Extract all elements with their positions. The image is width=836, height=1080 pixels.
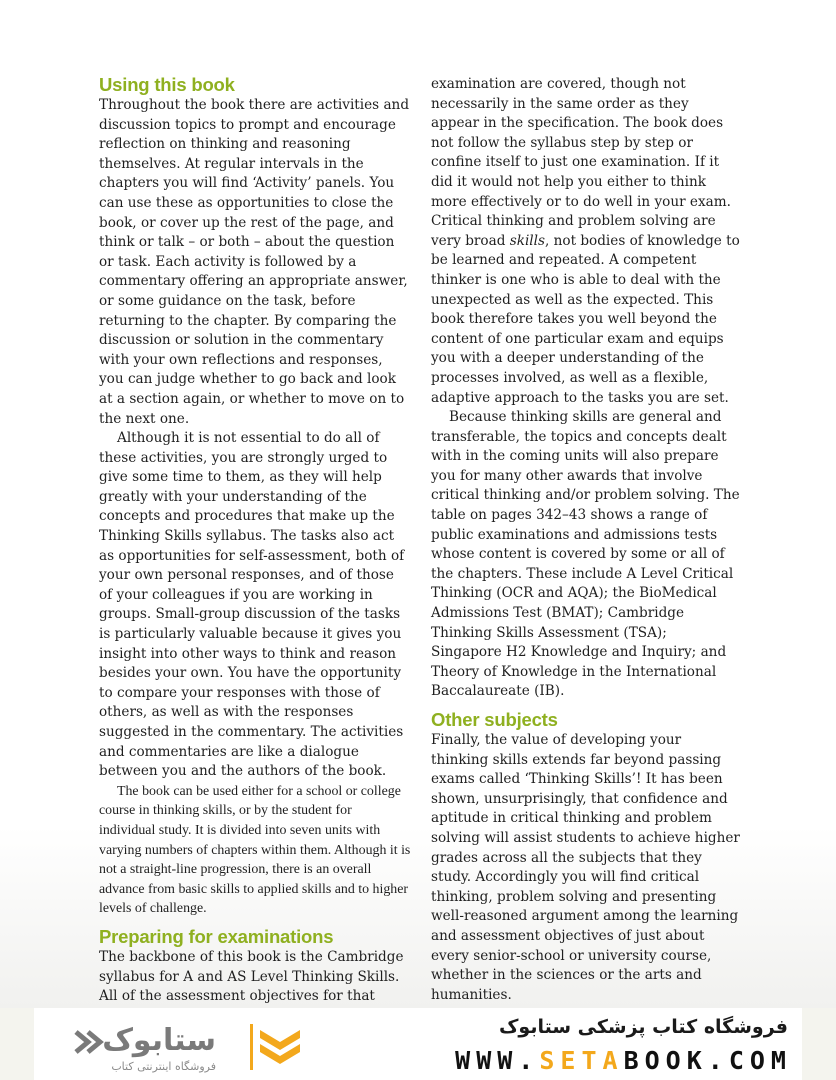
- banner-edge-left: [0, 1008, 34, 1080]
- logo-wordmark-text: ستابوک: [102, 1023, 216, 1058]
- heading-preparing-for-examinations: Preparing for examinations: [99, 925, 334, 947]
- paragraph-preparing-2-start: examination are covered, though not necessarily in the same order as they appear in the specification. The book does not follow the syllabus step by step or confine itself to just one examination. If it did it would not help you either to think more effectively or to do well in your exam. Critical thinking and problem solving are very broad: [431, 76, 731, 249]
- paragraph-using-2: Although it is not essential to do all of these activities, you are strongly urged to give some time to them, as they will help greatly with your understanding of the concepts and procedures that make up the Thinking Skills syllabus. The tasks also act as opportunities for self-assessment, both of your own personal responses, and of those of your colleagues if you are working in groups. Small-group discussion of the tasks is particularly valuable because it gives you insight into other ways to think and reason besides your own. You have the opportunity to compare your responses with those of others, as well as with the responses suggested in the commentary. The activities and commentaries are like a dialogue between you and the authors of the book.: [99, 430, 405, 780]
- heading-other-subjects: Other subjects: [431, 709, 558, 730]
- paragraph-preparing-2: [431, 75, 741, 408]
- paragraph-preparing-2-end: , not bodies of knowledge to be learned and repeated. A competent thinker is one who is able to deal with the unexpected as well as the expected. This book therefore takes you well beyond the content of one particular exam and equips you with a deeper understanding of the processes involved, as well as a flexible, adaptive approach to the tasks you are set.: [431, 232, 740, 406]
- url-part-2: BOOK.COM: [623, 1046, 792, 1075]
- left-column: [99, 74, 411, 1007]
- paragraph-preparing-1: The backbone of this book is the Cambridge syllabus for A and AS Level Thinking Skills. All of the assessment objectives for that: [99, 948, 404, 1005]
- store-name: فروشگاه کتاب پزشکی ستابوک: [498, 1016, 788, 1038]
- banner-edge-right: [802, 1008, 836, 1080]
- heading-using-this-book: Using this book: [99, 74, 235, 95]
- url-part-1: WWW.: [455, 1046, 540, 1075]
- paragraph-preparing-3: Because thinking skills are general and transferable, the topics and concepts dealt with in the coming units will also prepare you for many other awards that involve critical thinking and/or problem solving. The table on pages 342–43 shows a range of public examinations and admissions tests whose content is covered by some or all of the chapters. These include A Level Critical Thinking (OCR and AQA); the BioMedical Admissions Test (BMAT); Cambridge Thinking Skills Assessment (TSA); Singapore H2 Knowledge and Inquiry; and Theory of Knowledge in the International Baccalaureate (IB).: [431, 409, 740, 700]
- paragraph-using-1: Throughout the book there are activities and discussion topics to prompt and encourage reflection on thinking and reasoning themselves. At regular intervals in the chapters you will find ‘Activity’ panels. You can use these as opportunities to close the book, or cover up the rest of the page, and think or talk – or both – about the question or task. Each activity is followed by a commentary offering an appropriate answer, or some guidance on the task, before returning to the chapter. By comparing the discussion or solution in the commentary with your own reflections and responses, you can judge whether to go back and look at a section again, or whether to move on to the next one.: [99, 97, 410, 427]
- url-accent: SETA: [539, 1046, 624, 1075]
- paragraph-using-3: The book can be used either for a school or college course in thinking skills, or by the student for individual study. It is divided into seven units with varying numbers of chapters within them. Although it is not a straight-line progression, there is an overall advance from basic skills to applied skills and to higher levels of challenge.: [99, 783, 411, 917]
- store-url[interactable]: [455, 1046, 792, 1075]
- setabook-logo-mark-icon: [250, 1022, 302, 1072]
- logo-subtext: فروشگاه اینترنتی کتاب: [111, 1060, 216, 1073]
- store-banner: [0, 1008, 836, 1080]
- logo-chevrons-icon: [76, 1032, 100, 1052]
- emphasis-skills: skills: [509, 232, 545, 249]
- paragraph-other-subjects: Finally, the value of developing your thinking skills extends far beyond passing exams called ‘Thinking Skills’! It has been shown, unsurprisingly, that confidence and aptitude in critical thinking and problem solving will assist students to achieve higher grades across all the subjects that they study. Accordingly you will find critical thinking, problem solving and presenting well-reasoned argument among the learning and assessment objectives of just about every senior-school or university course, whether in the sciences or the arts and humanities.: [431, 732, 740, 1003]
- right-column: [431, 75, 741, 1005]
- setabook-logo-wordmark: [66, 1016, 246, 1076]
